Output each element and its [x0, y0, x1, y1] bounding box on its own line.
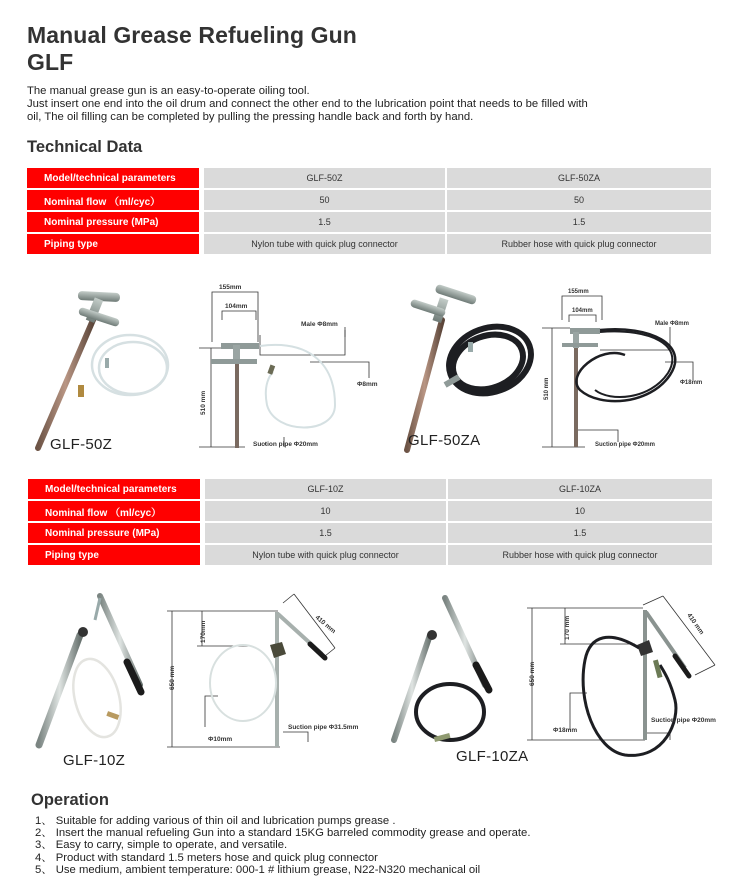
- height-label: 510 mm: [200, 390, 207, 415]
- handle-length-label: 410 mm: [313, 614, 337, 636]
- row-label: Nominal pressure (MPa): [27, 212, 204, 234]
- pump-body-icon: [394, 598, 489, 740]
- height-label: 650 mm: [529, 661, 536, 686]
- list-item: 4、 Product with standard 1.5 meters hose and quick plug connector: [35, 851, 378, 864]
- operation-list: [35, 815, 530, 876]
- product-photo-glf-10z: [25, 590, 145, 750]
- hose-label: Φ18mm: [680, 380, 703, 386]
- table-row: [28, 501, 714, 523]
- intro-line: The manual grease gun is an easy-to-operate oiling tool.: [27, 85, 310, 97]
- list-item: 2、 Insert the manual refueling Gun into a standard 15KG barreled commodity grease and operate.: [35, 827, 531, 840]
- hose-label: Φ10mm: [208, 736, 233, 743]
- cell: 1.5: [447, 212, 713, 234]
- table-row: [28, 479, 714, 501]
- intro-paragraph: [27, 85, 727, 124]
- cell: Nylon tube with quick plug connector: [204, 234, 447, 256]
- row-label: Nominal flow （ml/cyc）: [27, 190, 204, 212]
- product-photo-glf-50z: [30, 280, 180, 455]
- product-caption: GLF-50Z: [50, 436, 113, 453]
- row-label: Piping type: [28, 545, 205, 567]
- table-row: [28, 545, 714, 567]
- cell: GLF-10Z: [205, 479, 448, 501]
- dimension-diagram-glf-50za: [540, 280, 740, 460]
- title-line-1: Manual Grease Refueling Gun: [27, 22, 357, 48]
- pump-tube-icon: [38, 291, 120, 448]
- cell: 1.5: [205, 523, 448, 545]
- upper-height-label: 170mm: [200, 620, 207, 643]
- connector-icon: [78, 385, 84, 397]
- title-line-2: GLF: [27, 49, 74, 75]
- cell: 50: [204, 190, 447, 212]
- dimension-diagram-glf-50z: [185, 275, 385, 455]
- hose-label: Φ8mm: [357, 381, 378, 388]
- suction-label: Suction pipe Φ31.5mm: [288, 724, 359, 731]
- handle-length-label: 410 mm: [685, 612, 705, 636]
- product-photo-glf-10za: [390, 590, 510, 750]
- page-title: [27, 22, 357, 76]
- table-row: [27, 212, 713, 234]
- row-label: Piping type: [27, 234, 204, 256]
- cell: GLF-50Z: [204, 168, 447, 190]
- male-label: Male Φ8mm: [655, 321, 689, 327]
- spec-table-50: [27, 168, 713, 256]
- cell: 1.5: [448, 523, 714, 545]
- row-label: Nominal flow （ml/cyc）: [28, 501, 205, 523]
- intro-line: Just insert one end into the oil drum and connect the other end to the lubrication point that needs to be filled with: [27, 98, 588, 110]
- spec-table-10: [28, 479, 714, 567]
- cell: 10: [205, 501, 448, 523]
- suction-label: Suction pipe Φ20mm: [595, 442, 655, 448]
- width-outer-label: 155mm: [568, 289, 589, 295]
- dimension-diagram-glf-10za: [515, 590, 740, 770]
- upper-height-label: 170 mm: [564, 615, 571, 640]
- cell: Rubber hose with quick plug connector: [448, 545, 714, 567]
- product-caption: GLF-10Z: [63, 752, 126, 769]
- hose-label: Φ18mm: [553, 727, 578, 734]
- nylon-hose-icon: [65, 654, 128, 743]
- connector-icon: [106, 711, 119, 720]
- product-caption: GLF-50ZA: [408, 432, 481, 449]
- list-item: 1、 Suitable for adding various of thin oil and lubrication pumps grease .: [35, 815, 396, 827]
- list-item: 3、 Easy to carry, simple to operate, and versatile.: [35, 839, 288, 852]
- cell: 1.5: [204, 212, 447, 234]
- table-row: [27, 168, 713, 190]
- width-inner-label: 104mm: [225, 303, 248, 310]
- cell: 50: [447, 190, 713, 212]
- suction-label: Suction pipe Φ20mm: [253, 441, 318, 448]
- table-row: [27, 234, 713, 256]
- height-label: 650 mm: [169, 665, 176, 690]
- row-label: Nominal pressure (MPa): [28, 523, 205, 545]
- cell: Rubber hose with quick plug connector: [447, 234, 713, 256]
- suction-label: Suction pipe Φ20mm: [651, 717, 716, 724]
- height-label: 510 mm: [544, 377, 550, 400]
- rubber-hose-icon: [416, 684, 484, 740]
- product-photo-glf-50za: [390, 280, 540, 455]
- cell: GLF-10ZA: [448, 479, 714, 501]
- fitting-icon: [105, 358, 109, 368]
- cell: Nylon tube with quick plug connector: [205, 545, 448, 567]
- product-caption: GLF-10ZA: [456, 748, 529, 765]
- row-label: Model/technical parameters: [28, 479, 205, 501]
- width-outer-label: 155mm: [219, 284, 242, 291]
- nylon-hose-icon: [92, 335, 168, 395]
- cell: 10: [448, 501, 714, 523]
- table-row: [28, 523, 714, 545]
- list-item: 5、 Use medium, ambient temperature: 000-1 # lithium grease, N22-N320 mechanical oil: [35, 863, 481, 876]
- rubber-hose-icon: [440, 316, 540, 405]
- width-inner-label: 104mm: [572, 308, 593, 314]
- male-label: Male Φ8mm: [301, 321, 338, 328]
- pump-body-icon: [39, 596, 141, 745]
- cell: GLF-50ZA: [447, 168, 713, 190]
- technical-data-heading: Technical Data: [27, 138, 143, 156]
- table-row: [27, 190, 713, 212]
- fitting-icon: [468, 342, 473, 352]
- intro-line: oil, The oil filling can be completed by pulling the pressing handle back and forth by hand.: [27, 111, 474, 123]
- dimension-diagram-glf-10z: [150, 590, 370, 760]
- operation-heading: Operation: [31, 791, 109, 809]
- pump-tube-icon: [407, 284, 477, 450]
- row-label: Model/technical parameters: [27, 168, 204, 190]
